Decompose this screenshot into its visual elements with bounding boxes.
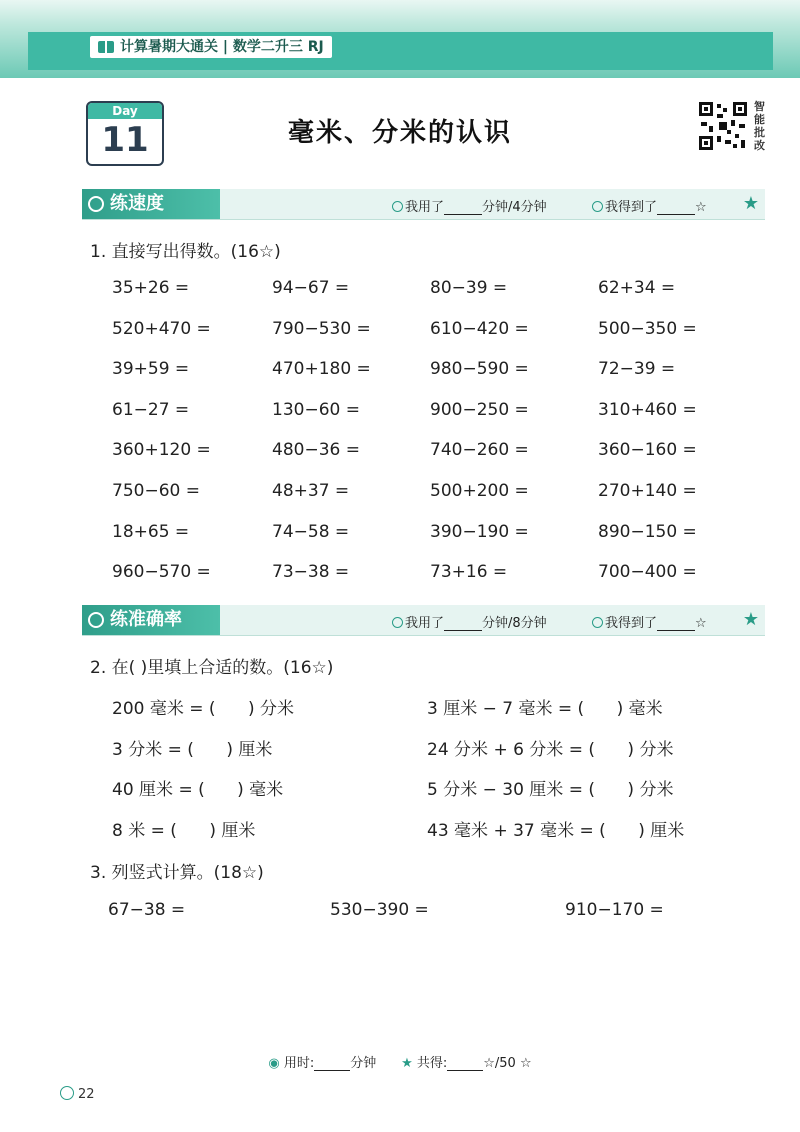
clock-icon: [392, 201, 403, 212]
time-used-blank[interactable]: [444, 202, 482, 215]
footer-summary: [0, 1052, 800, 1071]
page-title: 毫米、分米的认识: [287, 118, 512, 148]
q1-item: 480−36 =: [272, 440, 360, 461]
q1-item: 470+180 =: [272, 359, 371, 380]
qr-code-icon[interactable]: [697, 100, 749, 152]
q1-item: 35+26 =: [112, 278, 190, 298]
score-prefix: 我得到了: [605, 200, 658, 215]
book-icon: [98, 41, 114, 53]
check-icon: [592, 201, 603, 212]
footer-time-label: 用时:: [283, 1056, 315, 1071]
clock-icon: ◉: [268, 1056, 280, 1071]
question-1-title: 1. 直接写出得数。(16☆): [90, 242, 281, 262]
section-speed-label: [82, 189, 220, 219]
score-blank[interactable]: [657, 618, 695, 631]
q2-item: 8 米 = ( ) 厘米: [112, 820, 256, 841]
time-used-blank[interactable]: [444, 618, 482, 631]
q1-item: 390−190 =: [430, 521, 529, 542]
q1-item: 740−260 =: [430, 440, 529, 461]
q2-item: 43 毫米 + 37 毫米 = ( ) 厘米: [427, 820, 685, 841]
section-accuracy-text: 练准确率: [110, 609, 182, 630]
q2-item: 200 毫米 = ( ) 分米: [112, 699, 294, 719]
q1-item: 960−570 =: [112, 562, 211, 583]
star-icon: ★: [742, 193, 759, 214]
q2-item: 5 分米 − 30 厘米 = ( ) 分米: [427, 780, 674, 800]
q1-item: 980−590 =: [430, 359, 529, 380]
footer-total-label: 共得:: [416, 1056, 448, 1071]
clock-icon: [392, 617, 403, 628]
score-speed: [592, 196, 707, 215]
day-number: 11: [101, 120, 149, 160]
q1-item: 790−530 =: [272, 318, 371, 339]
q3-item: 530−390 =: [330, 900, 429, 920]
qr-label: 智能批改: [754, 100, 765, 152]
q1-item: 130−60 =: [272, 399, 360, 420]
star-icon: ★: [401, 1056, 413, 1071]
q1-item: 74−58 =: [272, 521, 350, 542]
q1-item: 360+120 =: [112, 440, 211, 461]
score-suffix: ☆: [695, 616, 707, 631]
series-title: [90, 36, 332, 58]
q1-item: 73+16 =: [430, 562, 508, 583]
footer-total-suffix: ☆/50 ☆: [483, 1056, 532, 1071]
footer-time-unit: 分钟: [350, 1056, 377, 1071]
sun-icon: [60, 1086, 74, 1100]
score-prefix: 我得到了: [605, 616, 658, 631]
q2-item: 40 厘米 = ( ) 毫米: [112, 780, 284, 800]
score-accuracy: [592, 612, 707, 631]
q2-item: 24 分米 + 6 分米 = ( ) 分米: [427, 739, 674, 760]
target-icon: [88, 612, 104, 628]
q1-item: 360−160 =: [598, 440, 697, 461]
question-3-title: 3. 列竖式计算。(18☆): [90, 863, 264, 883]
q1-item: 270+140 =: [598, 481, 697, 501]
star-icon: ★: [742, 609, 759, 630]
q1-item: 62+34 =: [598, 278, 676, 298]
score-suffix: ☆: [695, 200, 707, 215]
time-used-speed: [392, 196, 547, 215]
q1-item: 18+65 =: [112, 521, 190, 542]
series-text: 计算暑期大通关 | 数学二升三 RJ: [120, 39, 324, 55]
q1-item: 890−150 =: [598, 521, 697, 542]
q1-item: 80−39 =: [430, 278, 508, 298]
section-accuracy-label: [82, 605, 220, 635]
section-speed-text: 练速度: [110, 193, 164, 214]
q1-item: 72−39 =: [598, 359, 676, 380]
q1-item: 310+460 =: [598, 399, 697, 420]
q1-item: 73−38 =: [272, 562, 350, 583]
time-used-suffix: 分钟/8分钟: [482, 616, 547, 631]
section-accuracy-header: [82, 605, 765, 636]
stopwatch-icon: [88, 196, 104, 212]
time-used-prefix: 我用了: [405, 200, 445, 215]
q2-item: 3 厘米 − 7 毫米 = ( ) 毫米: [427, 699, 663, 719]
check-icon: [592, 617, 603, 628]
q1-item: 94−67 =: [272, 278, 350, 298]
q3-item: 67−38 =: [108, 900, 186, 920]
day-label: Day: [88, 103, 162, 119]
footer-time-blank[interactable]: [314, 1058, 350, 1071]
score-blank[interactable]: [657, 202, 695, 215]
q3-item: 910−170 =: [565, 900, 664, 920]
q1-item: 700−400 =: [598, 562, 697, 583]
time-used-prefix: 我用了: [405, 616, 445, 631]
section-speed-header: [82, 189, 765, 220]
time-used-accuracy: [392, 612, 547, 631]
footer-total-blank[interactable]: [447, 1058, 483, 1071]
q1-item: 750−60 =: [112, 481, 200, 501]
q1-item: 500+200 =: [430, 481, 529, 501]
q1-item: 900−250 =: [430, 399, 529, 420]
page-number: 22: [78, 1087, 95, 1102]
question-2-title: 2. 在( )里填上合适的数。(16☆): [90, 658, 334, 678]
q1-item: 610−420 =: [430, 318, 529, 339]
q2-item: 3 分米 = ( ) 厘米: [112, 739, 273, 760]
q1-item: 520+470 =: [112, 318, 211, 339]
q1-item: 48+37 =: [272, 481, 350, 501]
q1-item: 61−27 =: [112, 399, 190, 420]
q1-item: 500−350 =: [598, 318, 697, 339]
q1-item: 39+59 =: [112, 359, 190, 380]
time-used-suffix: 分钟/4分钟: [482, 200, 547, 215]
